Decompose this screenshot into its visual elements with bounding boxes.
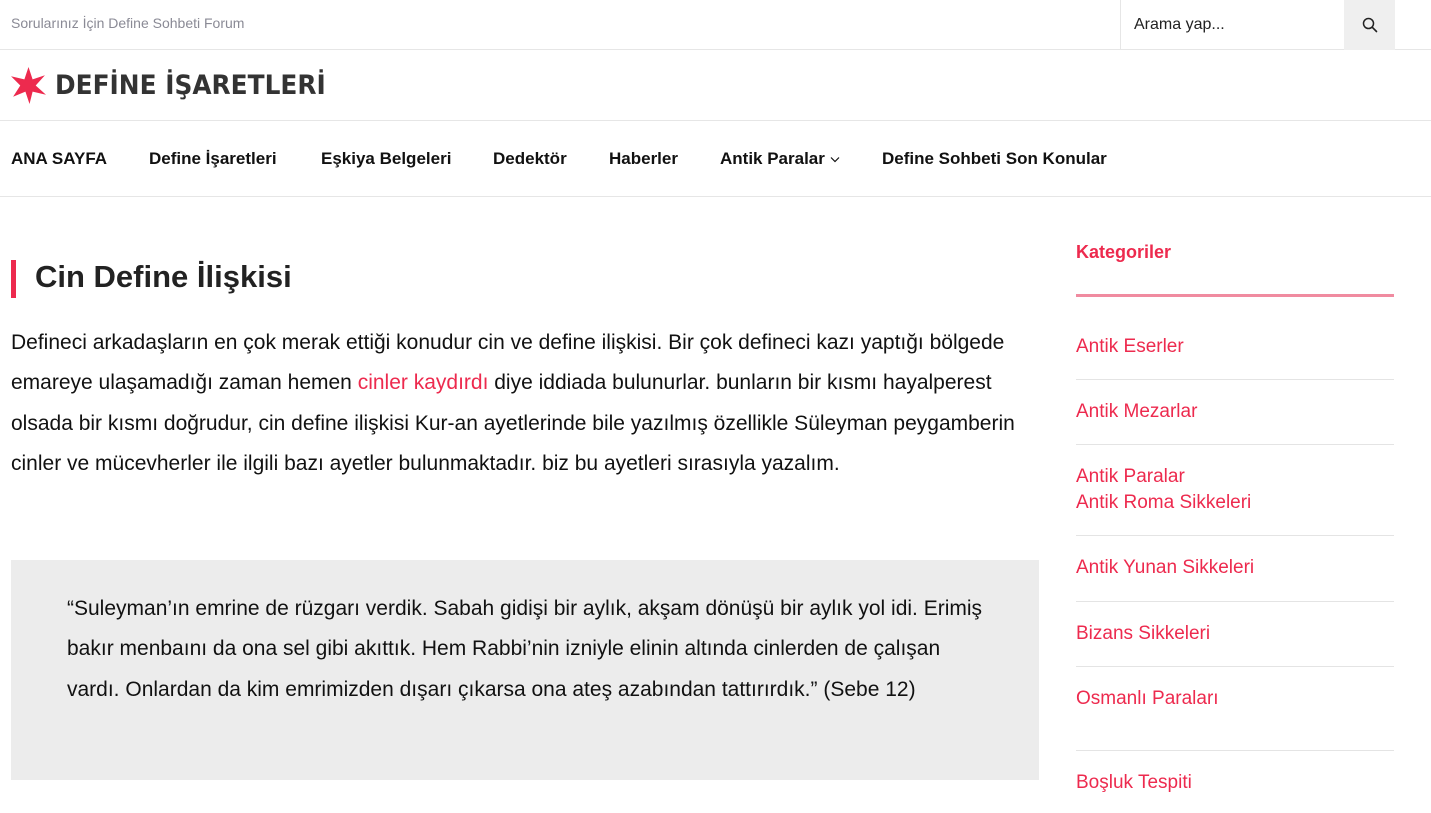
divider [1076, 666, 1394, 667]
search-icon [1362, 17, 1378, 33]
search-button[interactable] [1344, 0, 1395, 50]
main-nav [0, 121, 1431, 197]
nav-item-ana-sayfa[interactable]: ANA SAYFA [11, 149, 108, 168]
quote-text: “Suleyman’ın emrine de rüzgarı verdik. Sabah gidişi bir aylık, akşam dönüşü bir aylık yol idi. Erimiş bakır menbaını da ona sel gibi akıttık. Hem Rabbi’nin izniyle elinin altında cinlerden de çalışan vardı. Onlardan da kim emrimizden dışarı çıkarsa ona ateş azabından tattırırdık.” (Sebe 12) [67, 597, 983, 701]
page-title: Cin Define İlişkisi [35, 259, 292, 294]
category-link[interactable]: Antik Mezarlar [1076, 401, 1198, 422]
site-tagline-link[interactable]: Sorularınız İçin Define Sohbeti Forum [11, 15, 245, 31]
post-body [11, 323, 1041, 484]
divider [1076, 750, 1394, 751]
category-link[interactable]: Antik Paralar [1076, 466, 1185, 487]
sidebar-heading-rule [1076, 294, 1394, 297]
nav-item-eskiya-belgeleri[interactable]: Eşkiya Belgeleri [321, 149, 452, 168]
search-input[interactable] [1121, 0, 1344, 50]
chevron-down-icon [830, 156, 840, 163]
site-logo[interactable] [10, 67, 349, 104]
divider [1076, 601, 1394, 602]
divider [1076, 444, 1394, 445]
title-accent-bar [11, 260, 16, 298]
category-link[interactable]: Antik Yunan Sikkeleri [1076, 557, 1255, 578]
nav-item-haberler[interactable]: Haberler [609, 149, 678, 168]
category-link[interactable]: Bizans Sikkeleri [1076, 623, 1211, 644]
nav-item-dedektor[interactable]: Dedektör [493, 149, 567, 168]
sidebar-heading: Kategoriler [1076, 242, 1172, 262]
quote-block [11, 560, 1039, 780]
nav-item-antik-paralar[interactable] [720, 149, 840, 169]
search-box [1120, 0, 1394, 50]
nav-item-define-isaretleri[interactable]: Define İşaretleri [149, 149, 277, 168]
nav-item-label: Antik Paralar [720, 149, 825, 168]
post-body-text: Defineci arkadaşların en çok merak ettiği konudur cin ve define ilişkisi. Bir çok defineci kazı yaptığı bölgede emareye ulaşamadığı zaman hemen [11, 331, 1005, 395]
logo-text: DEFİNE İŞARETLERİ [55, 70, 326, 101]
logo-row [0, 50, 1431, 121]
category-link[interactable]: Boşluk Tespiti [1076, 772, 1192, 793]
divider [1076, 535, 1394, 536]
nav-item-define-sohbeti[interactable]: Define Sohbeti Son Konular [882, 149, 1107, 168]
category-link[interactable]: Antik Eserler [1076, 336, 1184, 357]
category-link[interactable]: Antik Roma Sikkeleri [1076, 492, 1252, 513]
post-body-text: diye iddiada bulunurlar. bunların bir kısmı hayalperest olsada bir kısmı doğrudur, cin define ilişkisi Kur-an ayetlerinde bile yazılmış özellikle Süleyman peygamberin cinler ve mücevherler ile ilgili bazı ayetler bulunmaktadır. biz bu ayetleri sırasıyla yazalım. [11, 371, 1015, 475]
top-bar [0, 0, 1431, 50]
category-link[interactable]: Osmanlı Paraları [1076, 688, 1219, 709]
inline-link-cinler-kaydirdi[interactable]: cinler kaydırdı [357, 371, 489, 395]
divider [1076, 379, 1394, 380]
star-burst-icon [10, 67, 47, 104]
